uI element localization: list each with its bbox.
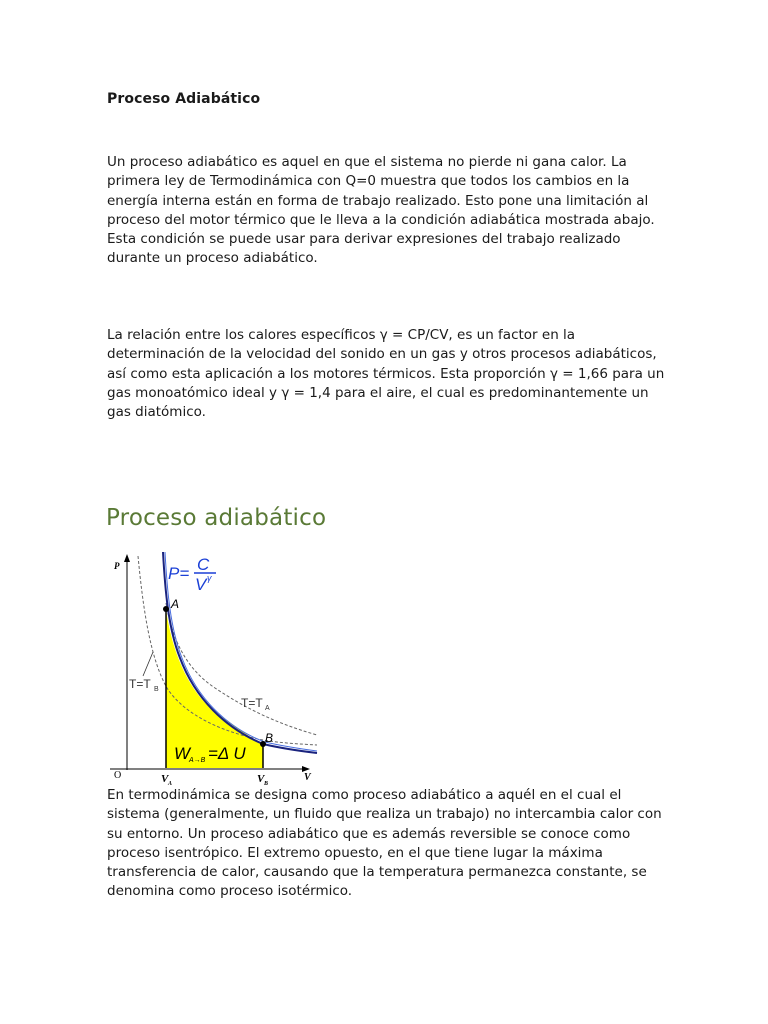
p-axis-arrow: [124, 554, 130, 562]
isotherm-b-label: T=T: [129, 677, 151, 691]
adiabatic-pv-diagram: [105, 548, 320, 788]
va-subscript: A: [168, 781, 173, 787]
va-label: V: [161, 773, 169, 785]
isotherm-a-subscript: A: [265, 705, 270, 712]
formula-lhs: P=: [168, 564, 190, 583]
point-b-label: B: [265, 731, 274, 745]
paragraph-gamma: La relación entre los calores específicos γ = CP/CV, es un factor en la determinación de la velocidad del sonido en un gas y otros procesos adiabáticos, así como esta aplicación a los motores térmicos. Esta proporción γ = 1,66 para un gas monoatómico ideal y γ = 1,4 para el aire, el cual es predominantemente un gas diatómico.: [107, 327, 665, 421]
origin-label: O: [114, 770, 122, 781]
axis-v-label: V: [304, 772, 311, 783]
formula-numerator: C: [197, 555, 210, 574]
formula-denominator: V: [195, 575, 207, 594]
vb-label: V: [257, 773, 265, 785]
section-heading: Proceso adiabático: [106, 505, 327, 531]
point-a-marker: [163, 606, 169, 612]
work-equation: =Δ U: [208, 744, 246, 763]
axis-p-label: P: [114, 561, 120, 571]
tb-pointer: [143, 652, 153, 676]
paragraph-definition: En termodinámica se designa como proceso adiabático a aquél en el cual el sistema (generalmente, un fluido que realiza un trabajo) no intercambia calor con su entorno. Un proceso adiabático que es además reversible se conoce como proceso isentrópico. El extremo opuesto, en el que tiene lugar la máxima transferencia de calor, causando que la temperatura permanezca constante, se denomina como proceso isotérmico.: [107, 787, 662, 900]
paragraph-intro: Un proceso adiabático es aquel en que el sistema no pierde ni gana calor. La primera ley de Termodinámica con Q=0 muestra que todos los cambios en la energía interna están en forma de trabajo realizado. Esto pone una limitación al proceso del motor térmico que le lleva a la condición adiabática mostrada abajo. Esta condición se puede usar para derivar expresiones del trabajo realizado durante un proceso adiabático.: [107, 154, 655, 267]
vb-subscript: B: [264, 781, 269, 787]
isotherm-a-label: T=T: [241, 696, 263, 710]
page-title: Proceso Adiabático: [107, 91, 261, 107]
point-a-label: A: [171, 597, 180, 611]
work-label: W: [174, 744, 191, 763]
isotherm-b-subscript: B: [154, 686, 159, 693]
work-subscript: A→B: [189, 757, 206, 764]
formula-exponent: γ: [207, 573, 212, 583]
